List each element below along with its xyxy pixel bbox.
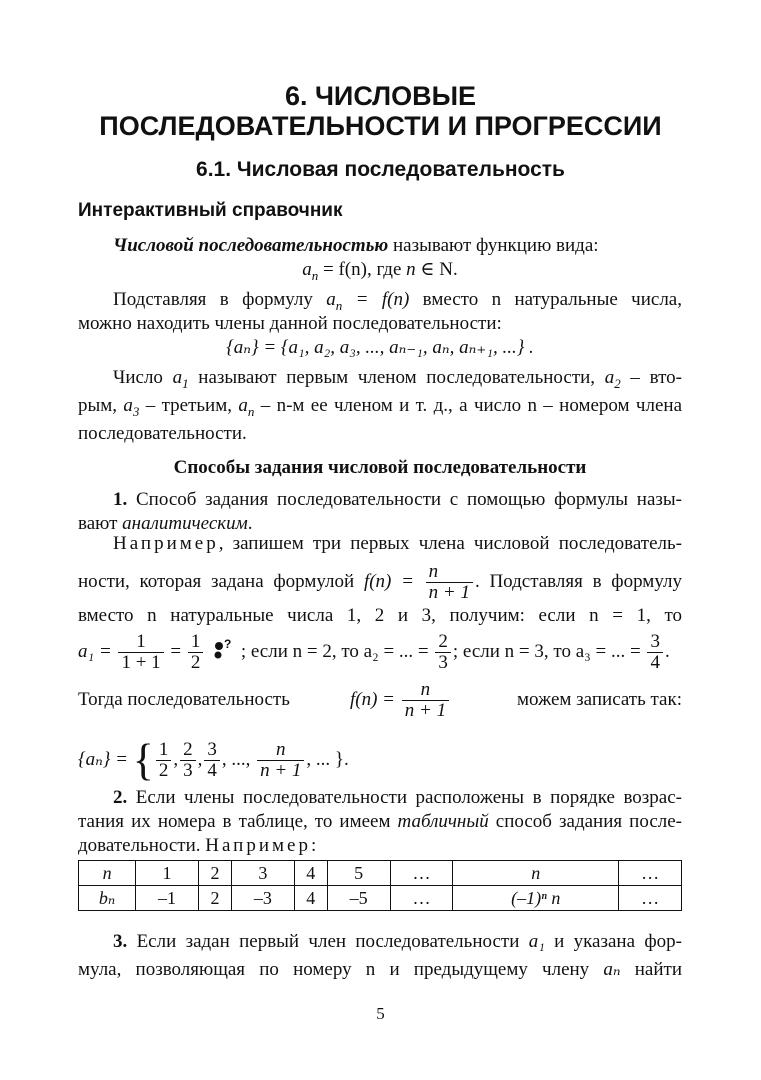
- para2-line3: последовательности.: [78, 423, 247, 444]
- set-frac-1-den: 2: [158, 760, 169, 781]
- method2-example-label: Например:: [205, 835, 320, 856]
- example1-label: Например: [113, 533, 219, 554]
- para2-t6: – n-м ее членом и т. д., а число n – номером члена: [254, 395, 683, 416]
- fn2-den: n + 1: [404, 700, 447, 721]
- question-hint-icon[interactable]: [210, 637, 236, 668]
- table-cell: –3: [231, 886, 294, 911]
- fn2-num: n: [402, 680, 449, 701]
- definition-line: [113, 234, 682, 258]
- example1-line1: [113, 532, 682, 556]
- method2-line3: [78, 834, 682, 858]
- method1-term: аналитическим: [122, 513, 248, 534]
- fn2-lhs: f(n) =: [350, 688, 400, 710]
- formula-var: n: [406, 259, 416, 280]
- fn-num: n: [426, 562, 473, 583]
- section-title: 6.1. Числовая последовательность: [196, 158, 565, 181]
- set-end: , ... }.: [306, 748, 349, 770]
- method2-line2: [78, 810, 682, 834]
- method3-line2: [78, 958, 682, 982]
- example1-t1: , запишем три первых члена числовой последователь-: [218, 533, 682, 554]
- table-cell: –5: [327, 886, 390, 911]
- fn-den: n + 1: [428, 582, 470, 603]
- method2-term: табличный: [397, 811, 489, 832]
- example1-set: {aₙ} = { $\frac{1}{2}$ , $\frac{2}{3}$ , $\frac{3}{4}$ , ..., $\frac{n}{n + 1}$ , ... }.: [78, 735, 349, 785]
- para1-line2: можно находить члены данной последовательности:: [78, 313, 502, 334]
- set-frac-1: [156, 740, 172, 781]
- svg-text:?: ?: [224, 637, 232, 651]
- table-cell: 3: [231, 861, 294, 886]
- set-frac-2-num: 2: [180, 740, 196, 761]
- method2-t3: способ задания после-: [488, 811, 682, 832]
- example1-t3: . Подставляя в формулу: [474, 570, 682, 592]
- table-cell: 2: [198, 861, 231, 886]
- method3-an: aₙ: [603, 959, 621, 980]
- method1-line1: [113, 488, 682, 512]
- definition-term: Числовой последовательностью: [113, 235, 389, 256]
- method2-t2: тания их номера в таблице, то имеем: [78, 811, 398, 832]
- example1-t5b: можем записать так:: [517, 689, 682, 710]
- frac-three: [647, 632, 663, 673]
- subheading: Интерактивный справочник: [78, 200, 343, 221]
- example1-t5a: Тогда последовательность: [78, 689, 290, 710]
- chapter-title-line1: 6. ЧИСЛОВЫЕ: [284, 81, 477, 111]
- set-lhs: {aₙ} =: [78, 748, 133, 770]
- frac-half-num: 1: [188, 632, 204, 653]
- method1-t2: вают: [78, 513, 123, 534]
- method3-num: 3.: [113, 931, 128, 952]
- an-symbol: $a_n$: [238, 395, 255, 419]
- example1-t2: ности, которая задана формулой: [78, 570, 364, 592]
- formula-eq: = f(n), где: [318, 259, 407, 280]
- table-cell: 5: [327, 861, 390, 886]
- chapter-title-line2: ПОСЛЕДОВАТЕЛЬНОСТИ И ПРОГРЕССИИ: [99, 111, 662, 141]
- method3-t3: мула, позволяющая по номеру n и предыдущему члену: [78, 959, 604, 980]
- para2-line1: [113, 366, 682, 390]
- para1-set-formula: {aₙ} = {a₁, a₂, a₃, ..., aₙ₋₁, aₙ, aₙ₊₁, ...} .: [226, 337, 534, 358]
- method2-t4: довательности.: [78, 835, 206, 856]
- set-frac-2: [180, 740, 196, 781]
- para2-t2: называют первым членом последовательности,: [188, 367, 605, 388]
- table-cell: –1: [136, 886, 199, 911]
- table-cell: n: [453, 861, 619, 886]
- table-cell: …: [619, 861, 682, 886]
- frac-three-den: 4: [650, 652, 660, 673]
- para2-t1: Число: [113, 367, 173, 388]
- sequence-table: [78, 860, 682, 911]
- table-cell: …: [390, 886, 453, 911]
- table-cell: (–1)ⁿ n: [453, 886, 619, 911]
- table-cell: 2: [198, 886, 231, 911]
- fn-inline: [350, 680, 451, 721]
- method3-t4: найти: [620, 959, 682, 980]
- example1-mid1: ; если n = 2, то a₂ = ... =: [240, 640, 434, 662]
- set-brace-open: {: [132, 735, 154, 785]
- example1-line3: вместо n натуральные числа 1, 2 и 3, получим: если n = 1, то: [78, 605, 682, 626]
- method2-t1: Если члены последовательности расположены в порядке возрас-: [127, 787, 682, 808]
- table-cell: n: [79, 861, 136, 886]
- eq-sign: =: [165, 640, 186, 662]
- method3-a1: a₁: [528, 931, 545, 952]
- set-frac-3: [204, 740, 220, 781]
- example1-line4: a₁ = $\frac{1}{1 + 1}$ = $\frac{1}{2}$ ? ; если n = 2, то a₂ = ... = $\frac{2}{3}$ ; если n = 3, то a₃ = ... = $\frac{3}{4}$ .: [78, 631, 670, 673]
- para1-line1: [113, 288, 682, 312]
- table-cell: …: [619, 886, 682, 911]
- table-row: [79, 886, 682, 911]
- para2-t3: – вто-: [620, 367, 682, 388]
- a3-symbol: $a_3$: [123, 395, 140, 419]
- frac-two: [435, 632, 451, 673]
- example1-mid2: ; если n = 3, то a₃ = ... =: [452, 640, 646, 662]
- frac-two-den: 3: [438, 652, 448, 673]
- method2-line1: [113, 786, 682, 810]
- para2-t5: – третьим,: [139, 395, 239, 416]
- table-row: [79, 861, 682, 886]
- set-frac-2-den: 3: [183, 760, 193, 781]
- method1-num: 1.: [113, 489, 128, 510]
- set-frac-n-den: n + 1: [260, 760, 302, 781]
- frac-1: [118, 632, 163, 673]
- para1-text-b: вместо n натуральные числа,: [409, 289, 682, 310]
- table-cell: 4: [294, 861, 327, 886]
- set-frac-n: [257, 740, 304, 781]
- methods-heading: Способы задания числовой последовательности: [173, 457, 587, 478]
- example1-line2: [78, 562, 682, 603]
- formula-a: a: [302, 259, 312, 280]
- table-cell: bₙ: [79, 886, 136, 911]
- set-frac-3-num: 3: [204, 740, 220, 761]
- fn-lhs: f(n) =: [363, 570, 424, 592]
- method2-num: 2.: [113, 787, 128, 808]
- formula-tail: ∈ N.: [415, 259, 458, 280]
- fn2-frac: [402, 680, 449, 721]
- frac-1-num: 1: [118, 632, 163, 653]
- method1-text: Способ задания последовательности с помощью формулы назы-: [127, 489, 682, 510]
- a1-eq: a₁ =: [78, 640, 117, 662]
- table-cell: …: [390, 861, 453, 886]
- a1-symbol: $a_1$: [172, 367, 189, 391]
- para2-t4: рым,: [78, 395, 124, 416]
- page-number: 5: [376, 1004, 385, 1023]
- table-cell: 4: [294, 886, 327, 911]
- frac-half: [188, 632, 204, 673]
- frac-half-den: 2: [190, 652, 201, 673]
- method3-t1: Если задан первый член последовательности: [127, 931, 529, 952]
- set-frac-1-num: 1: [156, 740, 172, 761]
- fn-frac: [426, 562, 473, 603]
- a2-symbol: $a_2$: [604, 367, 621, 391]
- set-frac-n-num: n: [257, 740, 304, 761]
- para1-text-a: Подставляя в формулу: [113, 289, 327, 310]
- method3-line1: [113, 930, 682, 954]
- frac-1-den: 1 + 1: [121, 652, 161, 673]
- set-frac-3-den: 4: [207, 760, 217, 781]
- para1-inline-formula: $a_n = f(n)$: [326, 289, 410, 313]
- para2-line2: [78, 394, 682, 418]
- method3-t2: и указана фор-: [544, 931, 682, 952]
- method1-t3: .: [247, 513, 253, 534]
- table-cell: 1: [136, 861, 199, 886]
- frac-three-num: 3: [647, 632, 663, 653]
- formula-sub: n: [311, 267, 319, 283]
- definition-rest: называют функцию вида:: [388, 235, 599, 256]
- frac-two-num: 2: [435, 632, 451, 653]
- definition-formula: [78, 258, 682, 282]
